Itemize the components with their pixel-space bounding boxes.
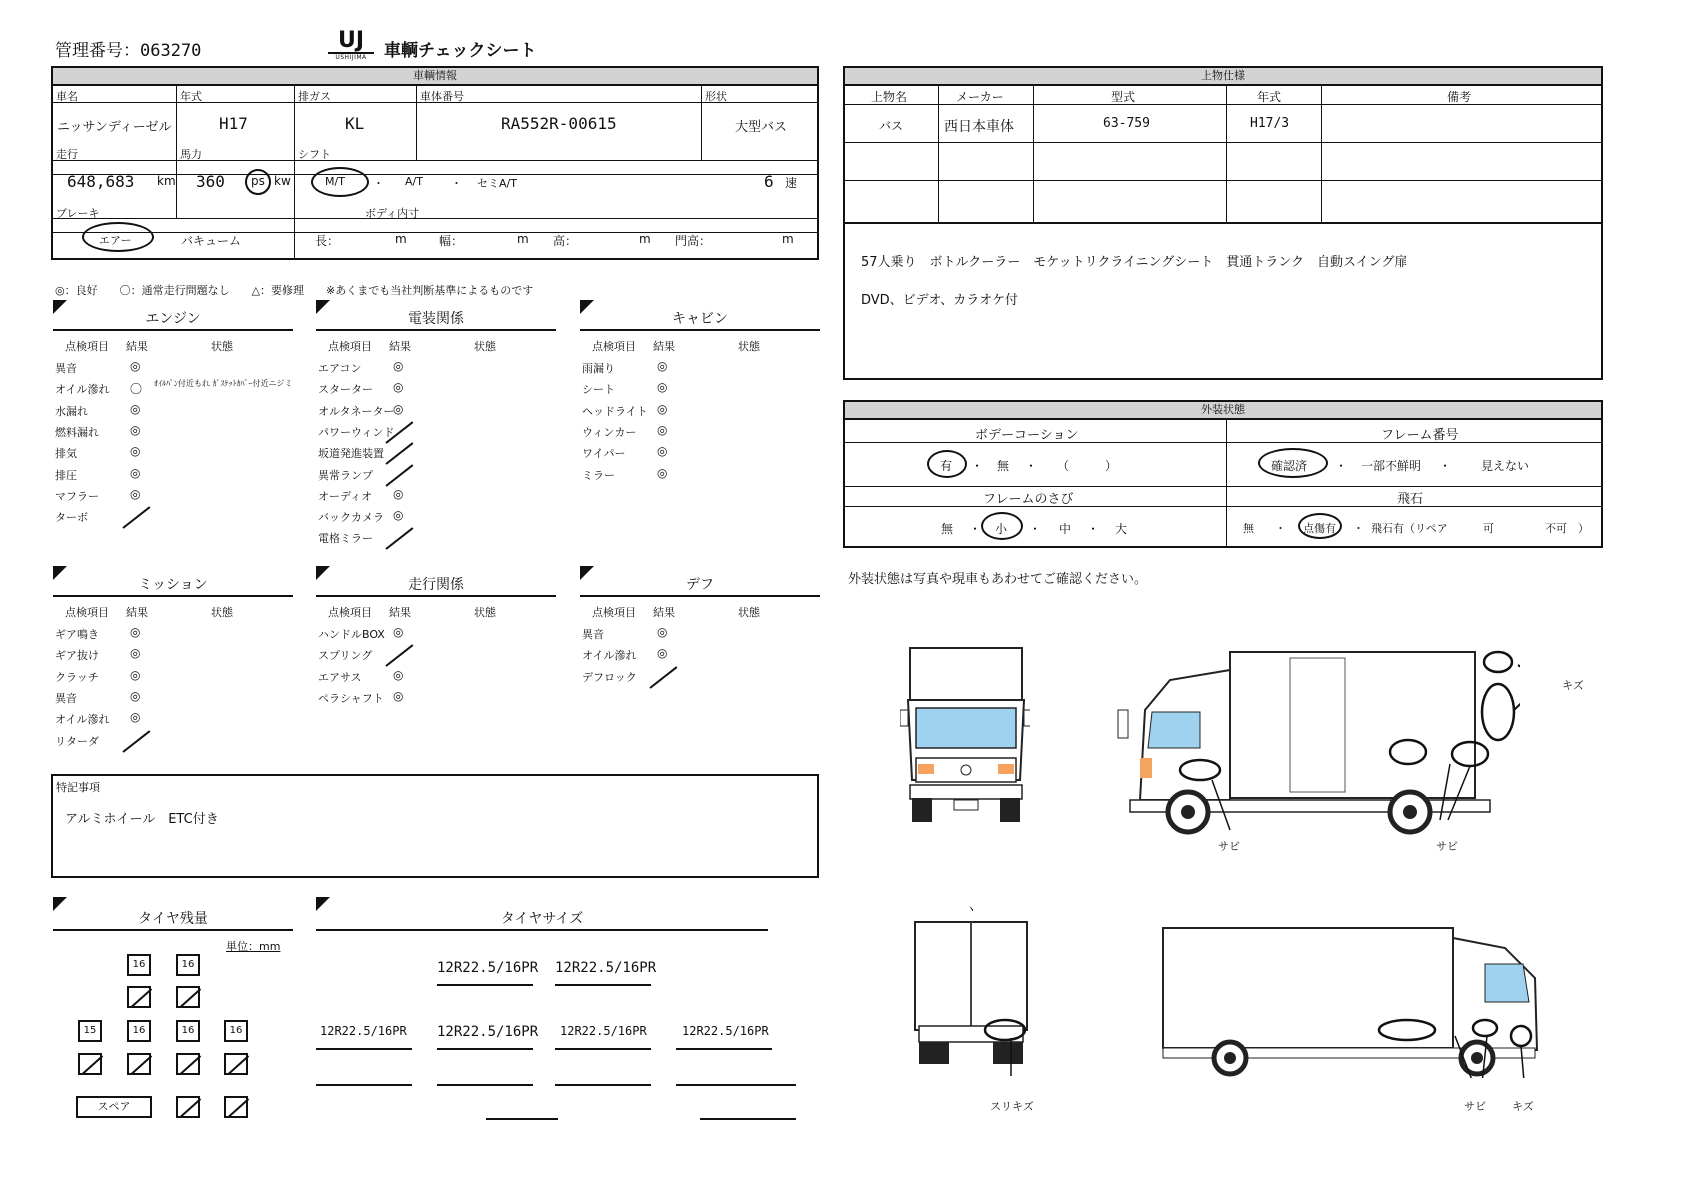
exterior-notice: 外装状態は写真や現車もあわせてご確認ください。 (848, 572, 1148, 587)
engine-not-applicable (122, 506, 150, 529)
tire-size-rear-3: 12R22.5/16PR (560, 1024, 647, 1038)
upper-notes-line1: 57人乗り ボトルクーラー モケットリクライニングシート 貫通トランク 自動スイング扉 (861, 255, 1408, 270)
electric-result: ◎ (393, 359, 404, 373)
cabin-result: ◎ (657, 465, 668, 480)
engine-result: ◎ (130, 465, 141, 480)
engine-item: オイル滲れ (55, 383, 110, 397)
electric-not-applicable (385, 464, 413, 487)
exterior-title: 外装状態 (845, 402, 1601, 420)
electric-result: ◎ (393, 486, 404, 501)
control-number: 063270 (140, 41, 202, 61)
diff-item: オイル滲れ (582, 649, 637, 663)
running-result: ◎ (393, 688, 404, 703)
electric-item: スターター (318, 383, 373, 397)
engine-item: 水漏れ (55, 404, 88, 418)
tire-rear-3: 16 (176, 1020, 200, 1042)
cabin-item: ヘッドライト (582, 404, 648, 418)
tire-size-title: タイヤサイズ (500, 911, 584, 927)
power-unit-ps: ps (251, 174, 265, 188)
shift-mt: M/T (325, 175, 345, 188)
cabin-result: ◎ (657, 422, 668, 437)
electric-title: 電装関係 (408, 311, 464, 327)
frame-confirmed: 確認済 (1271, 459, 1308, 473)
engine-item: 排圧 (55, 468, 77, 482)
cabin-result: ◎ (657, 380, 668, 395)
tire-rear-2: 16 (127, 1020, 151, 1042)
cabin-item: シート (582, 383, 615, 397)
mission-not-applicable (122, 730, 150, 753)
running-item: ペラシャフト (318, 691, 384, 705)
cabin-result: ◎ (657, 401, 668, 416)
body-coat-yes: 有 (940, 459, 953, 473)
rear-mark: ヽ (965, 902, 978, 916)
vehicle-year: H17 (219, 114, 248, 133)
vehicle-shape: 大型バス (735, 120, 788, 135)
electric-item: オーディオ (318, 489, 373, 503)
cabin-item: 雨漏り (582, 362, 615, 375)
vehicle-info-panel: 車輌情報 車名 年式 排ガス 車体番号 形状 ニッサンディーゼル H17 KL RA552R-00615 大型バス 走行 馬力 シフト 648,683 km 360 ps kw M/T ・ A/T ・ セミA/T 6 速 ブレーキ ボディ内寸 エアー バキューム 長： m 幅： m 高： m 門高： m (51, 66, 819, 260)
electric-not-applicable (385, 528, 413, 551)
engine-result: ◎ (130, 444, 141, 459)
cabin-item: ワイパー (582, 447, 626, 461)
running-result: ◎ (393, 667, 404, 682)
electric-item: バックカメラ (318, 511, 384, 525)
upper-spec-panel: 上物仕様 上物名 メーカー 型式 年式 備考 バス 西日本車体 63-759 H17/3 57人乗り ボトルクーラー モケットリクライニングシート 貫通トランク 自動スイング扉 DVD、ビデオ、カラオケ付 (843, 66, 1603, 380)
upper-maker: 西日本車体 (944, 119, 1014, 135)
sabi-label-right: サビ (1464, 1100, 1486, 1113)
diff-item: 異音 (582, 628, 604, 641)
upper-notes-line2: DVD、ビデオ、カラオケ付 (861, 293, 1018, 308)
tire-rear-4: 16 (224, 1020, 248, 1042)
special-notes-text: アルミホイール ETC付き (65, 812, 219, 827)
mileage-value: 648,683 (67, 172, 135, 191)
truck-front-view (900, 640, 1030, 830)
sabi-label-body: サビ (1436, 840, 1458, 853)
tire-rear-1: 15 (78, 1020, 102, 1042)
upper-model: 63-759 (1103, 116, 1150, 131)
kizu-label-side: キズ (1562, 679, 1584, 692)
engine-title: エンジン (145, 311, 201, 327)
mission-item: オイル滲れ (55, 713, 110, 727)
tire-size-rear-4: 12R22.5/16PR (682, 1024, 769, 1038)
vehicle-info-title: 車輌情報 (53, 68, 817, 86)
cabin-item: ウィンカー (582, 425, 637, 439)
air-brake-circle (82, 222, 154, 252)
tire-front-left: 16 (127, 954, 151, 976)
power-value: 360 (196, 172, 225, 191)
engine-result: ◎ (130, 422, 141, 437)
truck-rear-view (905, 916, 1035, 1076)
engine-oil-note: ｵｲﾙﾊﾟﾝ付近もれ ｶﾞｽｹｯﾄｶﾊﾞｰ付近ニジミ (154, 379, 293, 388)
mission-title: ミッション (138, 577, 208, 593)
truck-right-side-view (1155, 918, 1545, 1078)
diff-result: ◎ (657, 646, 668, 661)
chip-spot: 点傷有 (1303, 522, 1336, 535)
running-title: 走行関係 (408, 577, 464, 593)
ps-circle (245, 169, 271, 195)
electric-result: ◎ (393, 401, 404, 416)
diff-not-applicable (649, 666, 677, 689)
truck-left-side-view (1100, 640, 1520, 850)
electric-item: 電格ミラー (318, 532, 373, 546)
engine-result: ◎ (130, 401, 141, 416)
rust-small: 小 (995, 522, 1008, 536)
mission-result: ◎ (130, 688, 141, 703)
mission-item: ギア鳴き (55, 628, 99, 641)
cabin-result: ◎ (657, 359, 668, 373)
electric-item: 異常ランプ (318, 468, 373, 482)
engine-result: 〇 (130, 382, 143, 397)
electric-item: オルタネーター (318, 404, 395, 418)
mission-item: クラッチ (55, 670, 99, 684)
tire-remain-title: タイヤ残量 (138, 911, 208, 927)
upper-name: バス (879, 119, 904, 133)
control-number-label: 管理番号：063270 (55, 41, 202, 61)
diff-title: デフ (686, 577, 714, 593)
mission-item: リターダ (55, 734, 99, 748)
gear-count: 6 (764, 172, 774, 191)
engine-item: 排気 (55, 447, 77, 461)
tire-size-rear-1: 12R22.5/16PR (320, 1024, 407, 1038)
kizu-label-right: キズ (1512, 1100, 1534, 1113)
cabin-title: キャビン (672, 311, 728, 327)
electric-item: パワーウィンド (318, 425, 395, 439)
running-result: ◎ (393, 625, 404, 639)
tire-size-front-1: 12R22.5/16PR (437, 960, 539, 976)
running-item: エアサス (318, 670, 362, 684)
mission-result: ◎ (130, 667, 141, 682)
running-item: ハンドルBOX (318, 628, 385, 641)
cabin-result: ◎ (657, 444, 668, 459)
running-item: スプリング (318, 649, 373, 663)
electric-item: 坂道発進装置 (318, 447, 384, 461)
tire-front-right: 16 (176, 954, 200, 976)
vehicle-exhaust: KL (345, 114, 365, 133)
upper-year: H17/3 (1250, 116, 1290, 131)
tire-size-rear-2: 12R22.5/16PR (437, 1024, 539, 1040)
vehicle-chassis-number: RA552R-00615 (501, 114, 617, 133)
surikizu-label: スリキズ (990, 1100, 1034, 1113)
mission-item: ギア抜け (55, 649, 99, 663)
exterior-panel: 外装状態 ボデーコーション フレーム番号 有 ・ 無 ・ （ ） 確認済 ・ 一部不鮮明 ・ 見えない フレームのさび 飛石 無 ・ 小 ・ 中 ・ 大 無 ・ 点傷有 ・ 飛石有（リペア 可 不可 ） (843, 400, 1603, 548)
engine-item: マフラー (55, 489, 99, 503)
tire-size-front-2: 12R22.5/16PR (555, 960, 657, 976)
electric-item: エアコン (318, 362, 362, 375)
mission-result: ◎ (130, 646, 141, 661)
engine-item: ターボ (55, 511, 88, 525)
engine-item: 異音 (55, 362, 77, 375)
engine-item: 燃料漏れ (55, 425, 99, 439)
legend: ◎：良好 〇：通常走行問題なし △：要修理 ※あくまでも当社判断基準によるものです (55, 284, 534, 297)
running-not-applicable (385, 645, 413, 668)
electric-result: ◎ (393, 380, 404, 395)
upper-spec-title: 上物仕様 (845, 68, 1601, 86)
mt-circle (311, 167, 369, 197)
electric-result: ◎ (393, 508, 404, 523)
mission-result: ◎ (130, 710, 141, 725)
vehicle-name: ニッサンディーゼル (57, 120, 172, 135)
mission-item: 異音 (55, 691, 77, 705)
spare-tire: スペア (76, 1096, 152, 1118)
company-logo: UJ USHIJIMA (328, 30, 374, 62)
diff-result: ◎ (657, 625, 668, 639)
mission-result: ◎ (130, 625, 141, 639)
cabin-item: ミラー (582, 468, 615, 482)
engine-result: ◎ (130, 486, 141, 501)
engine-result: ◎ (130, 359, 141, 373)
brake-air: エアー (99, 234, 132, 247)
electric-not-applicable (385, 442, 413, 465)
diff-item: デフロック (582, 670, 637, 684)
sabi-label-cab: サビ (1218, 840, 1240, 853)
page-title: 車輌チェックシート (384, 41, 537, 61)
special-notes-panel: 特記事項 アルミホイール ETC付き (51, 774, 819, 878)
